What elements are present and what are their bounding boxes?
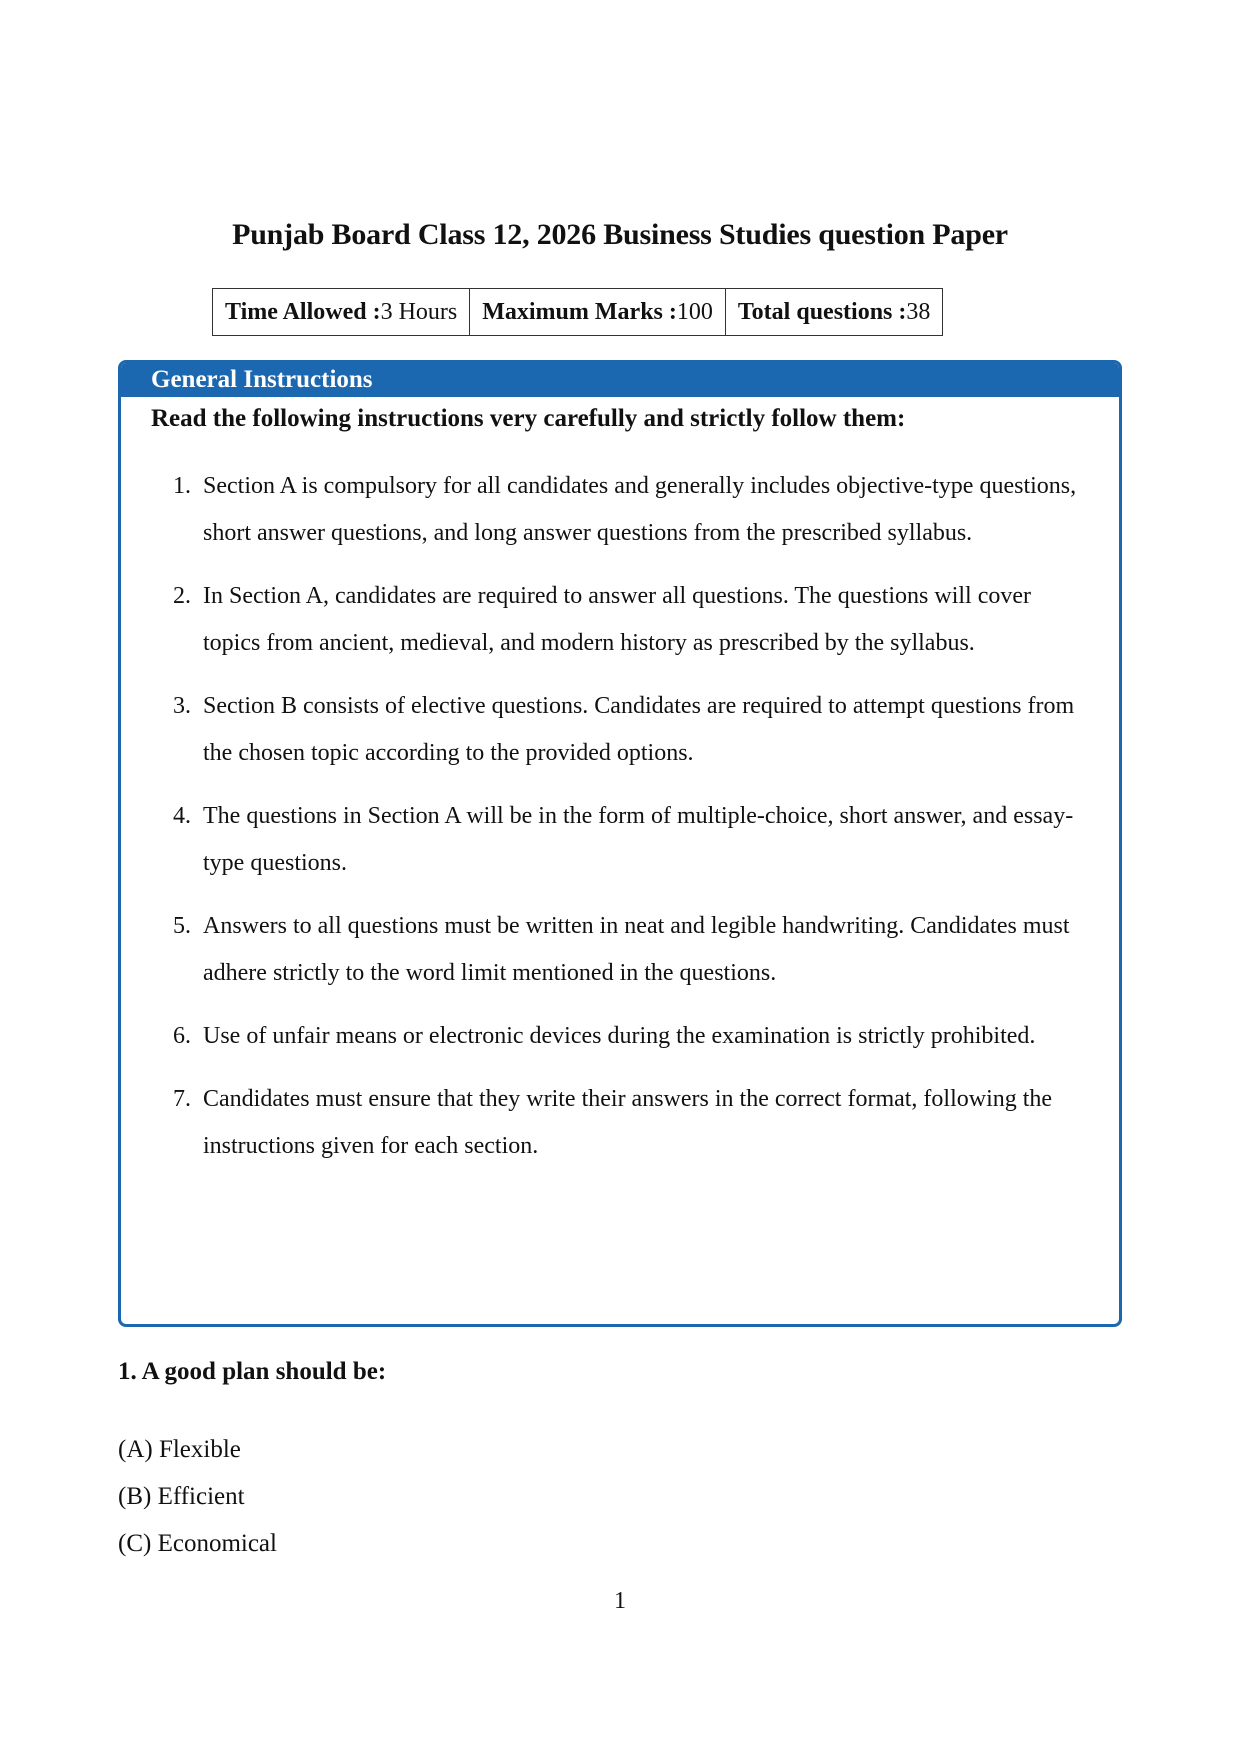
general-instructions-box <box>118 360 1122 1327</box>
meta-value: 100 <box>676 298 713 325</box>
meta-maximum-marks <box>469 289 725 335</box>
instruction-number: 6. <box>173 1023 191 1049</box>
page-title: Punjab Board Class 12, 2026 Business Studies question Paper <box>232 218 1008 251</box>
instruction-item <box>173 1013 1089 1060</box>
instruction-item <box>173 793 1089 887</box>
instruction-text: In Section A, candidates are required to answer all questions. The questions will cover topics from ancient, medieval, and modern history as prescribed by the syllabus. <box>203 583 1031 656</box>
instruction-number: 5. <box>173 913 191 939</box>
instruction-number: 7. <box>173 1086 191 1112</box>
instructions-header: General Instructions <box>121 363 1119 397</box>
instruction-item <box>173 463 1089 557</box>
instruction-item <box>173 683 1089 777</box>
meta-time-allowed <box>213 289 469 335</box>
page-number: 1 <box>614 1588 626 1614</box>
meta-label: Total questions : <box>737 298 907 325</box>
instruction-number: 4. <box>173 803 191 829</box>
question-1-options <box>118 1426 277 1567</box>
question-1: 1. A good plan should be: <box>118 1358 387 1385</box>
instructions-lead: Read the following instructions very carefully and strictly follow them: <box>151 405 906 432</box>
exam-meta-table <box>212 288 943 336</box>
meta-value: 3 Hours <box>380 298 458 325</box>
instructions-list <box>173 463 1089 1186</box>
meta-value: 38 <box>906 298 931 325</box>
instruction-item <box>173 573 1089 667</box>
instruction-text: Use of unfair means or electronic devices during the examination is strictly prohibited. <box>203 1023 1036 1049</box>
meta-label: Time Allowed : <box>225 298 381 325</box>
instruction-number: 2. <box>173 583 191 609</box>
instruction-item <box>173 1076 1089 1170</box>
option-c: (C) Economical <box>118 1530 277 1557</box>
meta-total-questions <box>725 289 943 335</box>
instruction-text: Answers to all questions must be written in neat and legible handwriting. Candidates must adhere strictly to the word limit mentioned in the questions. <box>203 913 1070 986</box>
instruction-item <box>173 903 1089 997</box>
instruction-number: 1. <box>173 473 191 499</box>
option-b: (B) Efficient <box>118 1483 245 1510</box>
meta-label: Maximum Marks : <box>482 298 677 325</box>
instruction-text: Section A is compulsory for all candidates and generally includes objective-type questions, short answer questions, and long answer questions from the prescribed syllabus. <box>203 473 1077 546</box>
instruction-text: Section B consists of elective questions. Candidates are required to attempt questions from the chosen topic according to the provided options. <box>203 693 1075 766</box>
instruction-text: The questions in Section A will be in the form of multiple-choice, short answer, and essay-type questions. <box>203 803 1074 876</box>
instruction-number: 3. <box>173 693 191 719</box>
option-a: (A) Flexible <box>118 1436 241 1463</box>
instruction-text: Candidates must ensure that they write their answers in the correct format, following the instructions given for each section. <box>203 1086 1053 1159</box>
